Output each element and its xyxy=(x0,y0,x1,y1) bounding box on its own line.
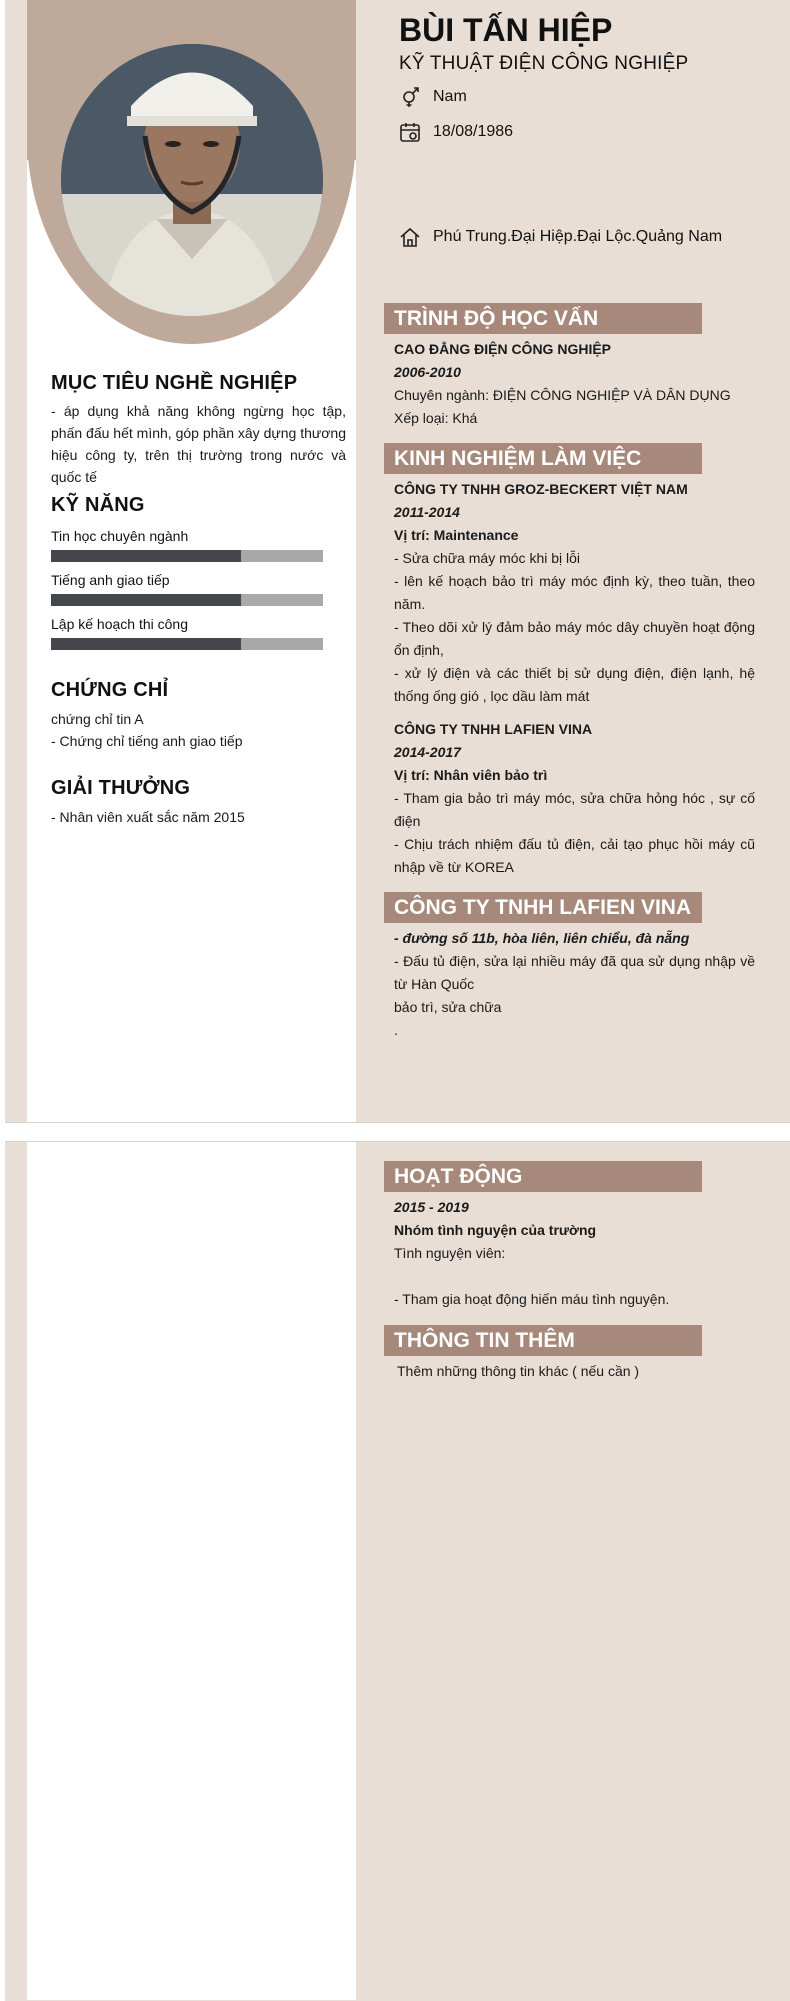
awards-title: GIẢI THƯỞNG xyxy=(51,777,191,799)
extra-company-line: - Đấu tủ điện, sửa lại nhiều máy đã qua sử dụng nhập về từ Hàn Quốc xyxy=(394,953,755,992)
address-row xyxy=(399,225,722,249)
skill-level-fill xyxy=(51,550,241,562)
skill-name: Lập kế hoạch thi công xyxy=(51,616,188,632)
objective-section xyxy=(51,372,346,488)
job-title: KỸ THUẬT ĐIỆN CÔNG NGHIỆP xyxy=(399,53,689,74)
education-block xyxy=(394,338,755,430)
job-duty: - Sửa chữa máy móc khi bị lỗi xyxy=(394,550,581,566)
job-position: Vị trí: Nhân viên bảo trì xyxy=(394,767,548,783)
job-duty: - lên kế hoạch bảo trì máy móc định kỳ, theo tuần, theo năm. xyxy=(394,573,755,612)
skills-section xyxy=(51,494,346,517)
extra-company-header: CÔNG TY TNHH LAFIEN VINA xyxy=(384,892,702,923)
more-info-text: Thêm những thông tin khác ( nếu cần ) xyxy=(397,1363,640,1379)
education-school: CAO ĐẲNG ĐIỆN CÔNG NGHIỆP xyxy=(394,341,612,357)
certificates-section xyxy=(51,679,346,752)
gender-icon xyxy=(399,86,421,108)
birthdate-row xyxy=(399,120,513,144)
awards-section xyxy=(51,777,346,828)
extra-company-line: . xyxy=(394,1022,398,1038)
job-period: 2011-2014 xyxy=(394,504,460,520)
activities-period: 2015 - 2019 xyxy=(394,1199,469,1215)
education-rank: Xếp loại: Khá xyxy=(394,410,478,426)
skill-item xyxy=(51,572,323,606)
avatar-frame xyxy=(27,0,356,344)
objective-title: MỤC TIÊU NGHỀ NGHIỆP xyxy=(51,372,298,394)
skill-level-fill xyxy=(51,638,241,650)
job-duty: - Chịu trách nhiệm đấu tủ điện, cải tạo phục hồi máy cũ nhập về từ KOREA xyxy=(394,836,755,875)
skill-level-fill xyxy=(51,594,241,606)
job-position: Vị trí: Maintenance xyxy=(394,527,519,543)
award-line: - Nhân viên xuất sắc năm 2015 xyxy=(51,809,245,825)
skill-name: Tiếng anh giao tiếp xyxy=(51,572,170,588)
job-company: CÔNG TY TNHH LAFIEN VINA xyxy=(394,721,593,737)
calendar-icon xyxy=(399,121,421,143)
skill-item xyxy=(51,616,323,650)
avatar xyxy=(61,44,323,316)
skill-bar xyxy=(51,550,323,562)
extra-company-line: bảo trì, sửa chữa xyxy=(394,999,502,1015)
candidate-name: BÙI TẤN HIỆP xyxy=(399,12,613,48)
gender-row xyxy=(399,85,467,109)
activities-detail: - Tham gia hoạt động hiến máu tình nguyện. xyxy=(394,1291,670,1307)
job-duty: - Theo dõi xử lý đảm bảo máy móc dây chuyền hoạt động ổn định, xyxy=(394,619,755,658)
activities-group: Nhóm tình nguyện của trường xyxy=(394,1222,597,1238)
experience-job xyxy=(394,718,755,879)
activities-header: HOẠT ĐỘNG xyxy=(384,1161,702,1192)
certificates-title: CHỨNG CHỈ xyxy=(51,679,169,701)
education-header: TRÌNH ĐỘ HỌC VẤN xyxy=(384,303,702,334)
birthdate-value: 18/08/1986 xyxy=(433,123,514,140)
experience-header: KINH NGHIỆM LÀM VIỆC xyxy=(384,443,702,474)
left-panel-page-2 xyxy=(27,1142,356,2000)
more-info-block xyxy=(397,1360,758,1383)
objective-text: - áp dụng khả năng không ngừng học tập, phấn đấu hết mình, góp phần xây dựng thương hiệu công ty, trên thị trường trong nước và quốc tế xyxy=(51,403,346,485)
more-info-header: THÔNG TIN THÊM xyxy=(384,1325,702,1356)
activities-block xyxy=(394,1196,755,1311)
certificate-line: chứng chỉ tin A xyxy=(51,711,144,727)
skills-title: KỸ NĂNG xyxy=(51,494,145,516)
experience-job xyxy=(394,478,755,708)
activities-role: Tình nguyện viên: xyxy=(394,1245,506,1261)
skill-item xyxy=(51,528,323,562)
skill-name: Tin học chuyên ngành xyxy=(51,528,189,544)
extra-company-block xyxy=(394,927,755,1042)
gender-value: Nam xyxy=(433,88,467,105)
education-major: Chuyên ngành: ĐIỆN CÔNG NGHIỆP VÀ DÂN DỤNG xyxy=(394,387,731,403)
job-duty: - Tham gia bảo trì máy móc, sửa chữa hỏng hóc , sự cố điện xyxy=(394,790,755,829)
home-icon xyxy=(399,226,421,248)
extra-company-address: - đường số 11b, hòa liên, liên chiểu, đà nẵng xyxy=(394,930,690,946)
skill-bar xyxy=(51,638,323,650)
job-company: CÔNG TY TNHH GROZ-BECKERT VIỆT NAM xyxy=(394,481,688,497)
address-value: Phú Trung.Đại Hiệp.Đại Lộc.Quảng Nam xyxy=(433,228,723,245)
job-period: 2014-2017 xyxy=(394,744,461,760)
skill-bar xyxy=(51,594,323,606)
job-duty: - xử lý điện và các thiết bị sử dụng điện, điện lạnh, hệ thống ống gió , lọc dầu làm mát xyxy=(394,665,755,704)
education-period: 2006-2010 xyxy=(394,364,461,380)
certificate-line: - Chứng chỉ tiếng anh giao tiếp xyxy=(51,733,243,749)
